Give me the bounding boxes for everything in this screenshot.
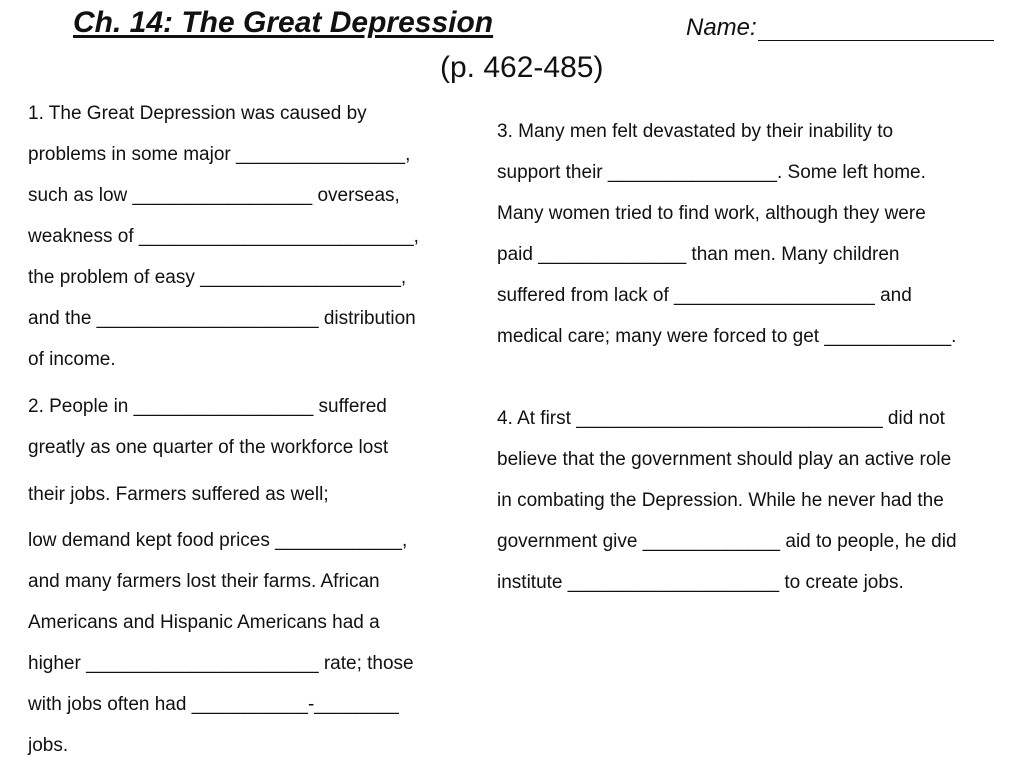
question-2-line: higher ______________________ rate; those <box>28 653 414 674</box>
question-2-line: their jobs. Farmers suffered as well; <box>28 484 329 505</box>
question-1-line: such as low _________________ overseas, <box>28 185 400 206</box>
question-3-line: suffered from lack of ___________________ and <box>497 285 912 306</box>
question-4-line: institute ____________________ to create jobs. <box>497 572 904 593</box>
question-1-line: 1. The Great Depression was caused by <box>28 103 367 124</box>
question-2-line: 2. People in _________________ suffered <box>28 396 387 417</box>
question-2-line: with jobs often had ___________-________ <box>28 694 399 715</box>
question-4-line: government give _____________ aid to people, he did <box>497 531 957 552</box>
question-1-line: and the _____________________ distribution <box>28 308 416 329</box>
question-2-line: greatly as one quarter of the workforce lost <box>28 437 389 458</box>
worksheet-title: Ch. 14: The Great Depression <box>73 6 494 39</box>
question-1-line: the problem of easy ___________________, <box>28 267 407 288</box>
question-2-line: and many farmers lost their farms. African <box>28 571 380 592</box>
question-3-line: Many women tried to find work, although they were <box>497 203 926 224</box>
question-4-line: in combating the Depression. While he never had the <box>497 490 944 511</box>
name-label: Name: <box>686 14 757 41</box>
question-3-line: paid ______________ than men. Many children <box>497 244 900 265</box>
question-2-line: jobs. <box>28 735 69 756</box>
question-1-line: problems in some major ________________, <box>28 144 411 165</box>
question-2-line: low demand kept food prices ____________, <box>28 530 408 551</box>
question-4-line: believe that the government should play an active role <box>497 449 952 470</box>
name-blank[interactable] <box>758 40 994 41</box>
question-4-line: 4. At first _____________________________ did not <box>497 408 945 429</box>
question-1-line: weakness of __________________________, <box>28 226 419 247</box>
question-1-line: of income. <box>28 349 116 370</box>
question-3-line: support their ________________. Some left home. <box>497 162 926 183</box>
question-3-line: medical care; many were forced to get ____________. <box>497 326 957 347</box>
question-3-line: 3. Many men felt devastated by their inability to <box>497 121 894 142</box>
page-range: (p. 462-485) <box>440 51 604 84</box>
question-2-line: Americans and Hispanic Americans had a <box>28 612 380 633</box>
